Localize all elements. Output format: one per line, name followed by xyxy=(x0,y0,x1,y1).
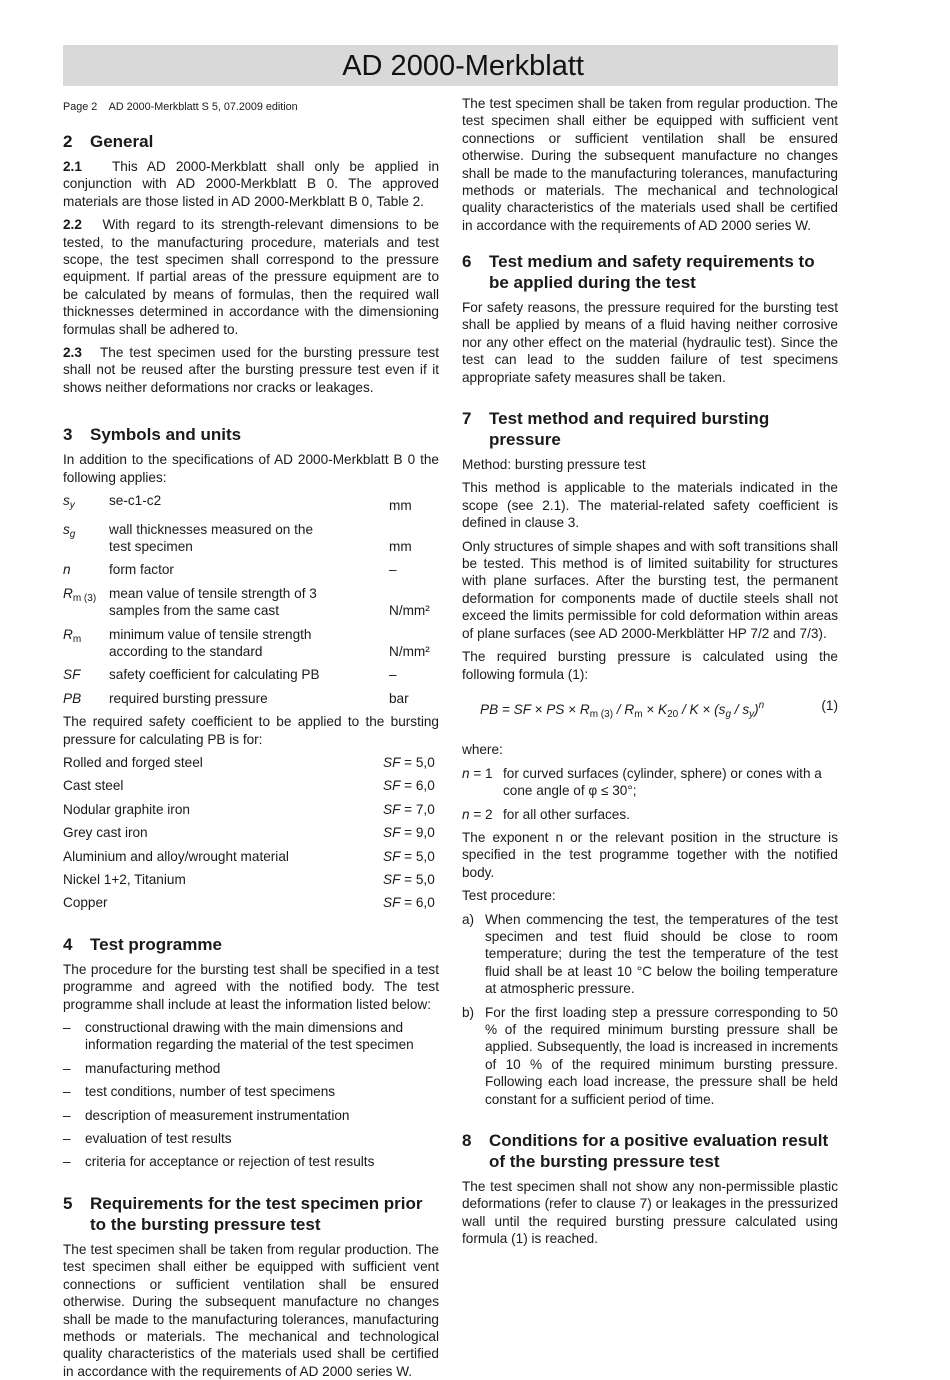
section-2-heading: 2 General xyxy=(63,132,154,151)
symbol-row: n form factor – xyxy=(63,562,397,578)
list-item: – criteria for acceptance or rejection of test results xyxy=(63,1154,375,1170)
method-line: Method: bursting pressure test xyxy=(462,457,646,473)
section-8-paragraph: The test specimen shall not show any non-permissible plastic deformations (refer to clause 7) or leakages in the pressurized wall until the required bursting pressure calculated using formula (1) is reached. xyxy=(462,1179,838,1247)
list-item: a) When commencing the test, the temperatures of the test specimen and test fluid should be close to room temperature; during the test the temperature of the test fluid shall be at least 10 °C below the boiling temperature at atmospheric pressure. xyxy=(462,911,838,997)
left-column xyxy=(63,131,439,1379)
paragraph-2-1: 2.1 This AD 2000-Merkblatt shall only be applied in conjunction with AD 2000-Merkblatt B 0. The approved materials are those listed in AD 2000-Merkblatt B 0, Table 2. xyxy=(63,159,439,209)
section-5-heading: 5 Requirements for the test specimen prior to the bursting pressure test xyxy=(63,1193,423,1234)
safety-coefficient-table xyxy=(63,754,439,912)
list-item: b) For the first loading step a pressure corresponding to 50 % of the required minimum bursting pressure shall be applied. Subsequently, the load is increased in increments of 10 % of the required minimum bursting pressure. Following each load increase, the pressure shall be held constant for a sufficient period of time. xyxy=(462,1004,838,1107)
section-7-paragraph-3: The required bursting pressure is calculated using the following formula (1): xyxy=(462,649,838,682)
section-4-heading: 4 Test programme xyxy=(63,934,222,954)
header-bar xyxy=(63,45,838,86)
right-column xyxy=(462,96,838,1254)
section-6-heading: 6 Test medium and safety requirements to be applied during the test xyxy=(462,252,815,292)
list-item: – description of measurement instrumentation xyxy=(63,1107,350,1123)
formula-1: PB = SF × PS × $R_{m (3)} / R_m \times K_{20} / K \times (s_g / s_y)^n$ (1) xyxy=(462,697,838,723)
section-7-heading: 7 Test method and required bursting pressure xyxy=(462,409,770,450)
section-7-paragraph-1: This method is applicable to the materials indicated in the scope (see 2.1). The material-related safety coefficient is defined in clause 3. xyxy=(462,480,838,531)
symbol-row: $R_m$ minimum value of tensile strength according to the standard N/mm² xyxy=(63,626,430,659)
symbols-intro: In addition to the specifications of AD 2000-Merkblatt B 0 the following applies: xyxy=(63,452,439,485)
symbol-row: PB required bursting pressure bar xyxy=(63,690,409,706)
symbols-list xyxy=(63,492,439,707)
symbol-row: SF safety coefficient for calculating PB – xyxy=(63,667,397,683)
equation-number: (1) xyxy=(821,697,838,713)
sf-row: Nodular graphite iron SF = 7,0 xyxy=(63,801,435,817)
n-condition-1: n = 1 for curved surfaces (cylinder, sphere) or cones with a cone angle of φ ≤ 30°; xyxy=(462,765,822,799)
section-7-paragraph-4: The exponent n or the relevant position in the structure is specified in the test programme together with the notified body. xyxy=(462,829,838,880)
section-8-heading: 8 Conditions for a positive evaluation result of the bursting pressure test xyxy=(462,1131,829,1172)
document-title: AD 2000-Merkblatt xyxy=(342,50,584,82)
test-programme-list xyxy=(63,1019,439,1171)
sf-row: Nickel 1+2, Titanium SF = 5,0 xyxy=(63,872,435,887)
list-item: – evaluation of test results xyxy=(63,1131,232,1147)
list-item: – constructional drawing with the main dimensions and information regarding the material of the test specimen xyxy=(63,1020,414,1053)
section-5-paragraph-continued: The test specimen shall be taken from regular production. The test specimen shall either be equipped with sufficient vent connections or sufficient ventilation shall be ensured otherwise. During the subsequent manufacture no changes shall be made to the manufacturing tolerances, manufacturing methods or materials. The mechanical and technological quality characteristics of the materials used shall be certified in accordance with the requirements of AD 2000 series W. xyxy=(462,96,838,233)
page-reference: Page 2 AD 2000-Merkblatt S 5, 07.2009 edition xyxy=(63,101,298,113)
list-item: – test conditions, number of test specimens xyxy=(63,1084,336,1100)
symbol-row: $R_{m (3)}$ mean value of tensile strength of 3 samples from the same cast N/mm² xyxy=(63,585,430,619)
sf-row: Cast steel SF = 6,0 xyxy=(63,778,435,794)
list-item: – manufacturing method xyxy=(63,1060,221,1076)
section-6-paragraph: For safety reasons, the pressure required for the bursting test shall be applied by means of a fluid having neither corrosive nor any other effect on the material (hydraulic test). Since the test can lead to the sudden failure of test specimens appropriate safety measures shall be taken. xyxy=(462,300,838,385)
where-label: where: xyxy=(462,742,503,758)
section-7-paragraph-2: Only structures of simple shapes and with soft transitions shall be tested. This method is of limited suitability for structures with plane surfaces. After the bursting test, the permanent deformation for components made of ductile steels shall not exceed the limits permissible for cold deformation within areas of plane surfaces (see AD 2000-Merkblätter HP 7/2 and 7/3). xyxy=(462,538,838,641)
test-programme-intro: The procedure for the bursting test shall be specified in a test programme and agreed with the notified body. The test programme shall include at least the information listed below: xyxy=(63,961,439,1012)
paragraph-2-3: 2.3 The test specimen used for the bursting pressure test shall not be reused after the bursting pressure test even if it shows neither deformations nor cracks or leakages. xyxy=(63,345,439,395)
n-condition-2: n = 2 for all other surfaces. xyxy=(462,806,630,822)
sf-row: Copper SF = 6,0 xyxy=(63,895,435,911)
test-procedure-label: Test procedure: xyxy=(462,888,556,904)
safety-coefficient-intro: The required safety coefficient to be applied to the bursting pressure for calculating PB is for: xyxy=(63,714,439,747)
paragraph-2-2: 2.2 With regard to its strength-relevant dimensions to be tested, to the manufacturing procedure, materials and test scope, the test specimen shall correspond to the pressure equipment. If partial areas of the pressure equipment are to be calculated by means of formulas, then the required wall thicknesses determined in accordance with the dimensioning formulas shall be adhered to. xyxy=(63,217,439,337)
symbol-row: $s_g$ wall thicknesses measured on the test specimen mm xyxy=(63,521,412,554)
symbol-row: $s_y$ se-c1-c2 mm xyxy=(63,493,412,514)
sf-row: Aluminium and alloy/wrought material SF = 5,0 xyxy=(63,848,435,864)
section-5-paragraph: The test specimen shall be taken from regular production. The test specimen shall either be equipped with sufficient vent connections or sufficient ventilation shall be ensured otherwise. During the subsequent manufacture no changes shall be made to the manufacturing tolerances, manufacturing methods or materials. The mechanical and technological quality characteristics of the materials used shall be certified in accordance with the requirements of AD 2000 series W. xyxy=(63,1241,439,1379)
section-3-heading: 3 Symbols and units xyxy=(63,425,242,445)
sf-row: Grey cast iron SF = 9,0 xyxy=(63,825,435,841)
sf-row: Rolled and forged steel SF = 5,0 xyxy=(63,754,435,770)
test-procedure-list xyxy=(462,911,838,1108)
